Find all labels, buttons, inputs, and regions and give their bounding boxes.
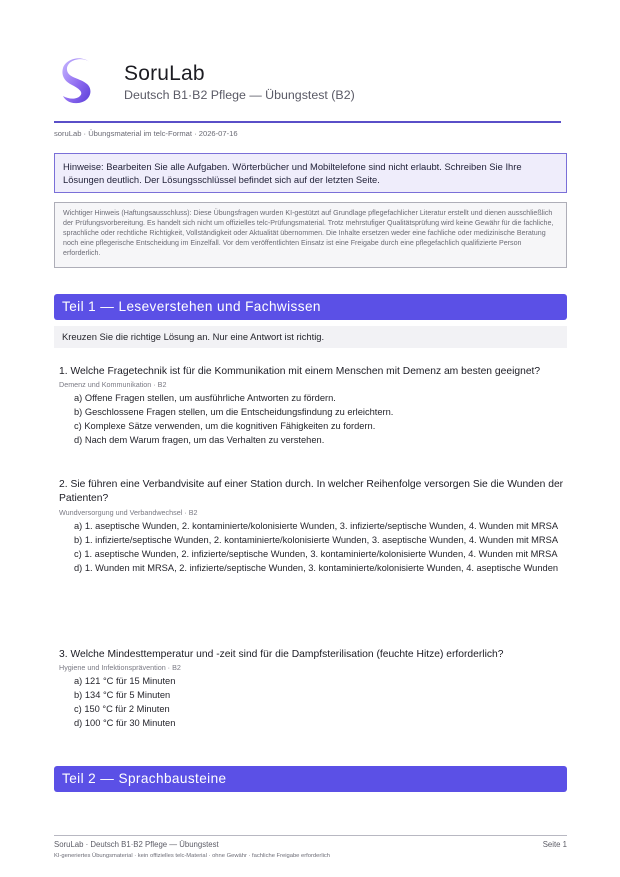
footer-divider (54, 835, 567, 836)
question-tag: Demenz und Kommunikation · B2 (59, 380, 167, 390)
question-title: 3. Welche Mindesttemperatur und -zeit sind für die Dampfsterilisation (feuchte Hitze) erforderlich? (59, 649, 504, 660)
answer-option[interactable]: c) 150 °C für 2 Minuten (74, 704, 170, 715)
answer-option[interactable]: c) 1. aseptische Wunden, 2. infizierte/septische Wunden, 3. kontaminierte/kolonisierte Wunden, 4. Wunden mit MRSA (74, 548, 558, 559)
question-tag: Hygiene und Infektionsprävention · B2 (59, 663, 181, 673)
footer-note: KI-generiertes Übungsmaterial · kein offizielles telc-Material · ohne Gewähr · fachliche Freigabe erforderlich (54, 853, 331, 859)
question-title: 2. Sie führen eine Verbandvisite auf einer Station durch. In welcher Reihenfolge versorgen Sie die Wunden der Patienten? (59, 479, 564, 505)
part1-instruction: Kreuzen Sie die richtige Lösung an. Nur eine Antwort ist richtig. (54, 326, 567, 348)
question-3 (59, 648, 564, 730)
answer-option[interactable]: b) Geschlossene Fragen stellen, um die Entscheidungsfindung zu erleichtern. (74, 407, 394, 418)
instructions-notice: Hinweise: Bearbeiten Sie alle Aufgaben. Wörterbücher und Mobiltelefone sind nicht erlaubt. Schreiben Sie Ihre Lösungen deutlich. Der Lösungsschlüssel befindet sich auf der letzten Seite. (54, 153, 567, 193)
answer-option[interactable]: d) 1. Wunden mit MRSA, 2. infizierte/septische Wunden, 3. kontaminierte/kolonisierte Wunden, 4. aseptische Wunden (74, 562, 559, 573)
answer-option[interactable]: d) Nach dem Warum fragen, um das Verhalten zu verstehen. (74, 435, 325, 446)
answer-option[interactable]: b) 1. infizierte/septische Wunden, 2. kontaminierte/kolonisierte Wunden, 3. aseptische Wunden, 4. Wunden mit MRSA (74, 534, 559, 545)
page-header (54, 54, 567, 122)
question-2 (59, 478, 564, 575)
page-number: Seite 1 (542, 840, 567, 849)
sorulab-s-logo-icon (60, 56, 98, 108)
answer-option[interactable]: a) 121 °C für 15 Minuten (74, 676, 176, 687)
footer-title: SoruLab · Deutsch B1·B2 Pflege — Übungstest (54, 840, 219, 849)
answer-option[interactable]: a) 1. aseptische Wunden, 2. kontaminierte/kolonisierte Wunden, 3. infizierte/septische Wunden, 4. Wunden mit MRSA (74, 520, 559, 531)
question-1 (59, 365, 564, 447)
answer-option[interactable]: d) 100 °C für 30 Minuten (74, 718, 176, 729)
document-subtitle: Deutsch B1·B2 Pflege — Übungstest (B2) (124, 88, 355, 102)
question-tag: Wundversorgung und Verbandwechsel · B2 (59, 507, 198, 517)
section-heading-part2: Teil 2 — Sprachbausteine (54, 766, 567, 792)
answer-option[interactable]: c) Komplexe Sätze verwenden, um die kognitiven Fähigkeiten zu fordern. (74, 421, 376, 432)
brand-name: SoruLab (124, 62, 205, 85)
question-title: 1. Welche Fragetechnik ist für die Kommunikation mit einem Menschen mit Demenz am besten geeignet? (59, 366, 541, 377)
answer-option[interactable]: b) 134 °C für 5 Minuten (74, 690, 171, 701)
document-meta: soruLab · Übungsmaterial im telc-Format · 2026-07-16 (54, 129, 238, 138)
section-heading-part1: Teil 1 — Leseverstehen und Fachwissen (54, 294, 567, 320)
disclaimer-box: Wichtiger Hinweis (Haftungsausschluss): Diese Übungsfragen wurden KI-gestützt auf Grundlage pflegefachlicher Literatur erstellt und dienen ausschließlich der Prüfungsvorbereitung. Es handelt sich nicht um offizielles telc-Prüfungsmaterial. Trotz mehrstufiger Qualitätsprüfung wird keine Gewähr für die fachliche, sprachliche oder rechtliche Richtigkeit, Vollständigkeit oder Aktualität übernommen. Die Inhalte ersetzen weder eine fachliche oder medizinische Beratung noch eine pflegerische Entscheidung im Einzelfall. Vor dem veröffentlichten Einsatz ist eine Freigabe durch eine pflegefachlich qualifizierte Person erforderlich. (54, 202, 567, 268)
answer-option[interactable]: a) Offene Fragen stellen, um ausführliche Antworten zu fördern. (74, 393, 336, 404)
header-divider (54, 121, 561, 123)
